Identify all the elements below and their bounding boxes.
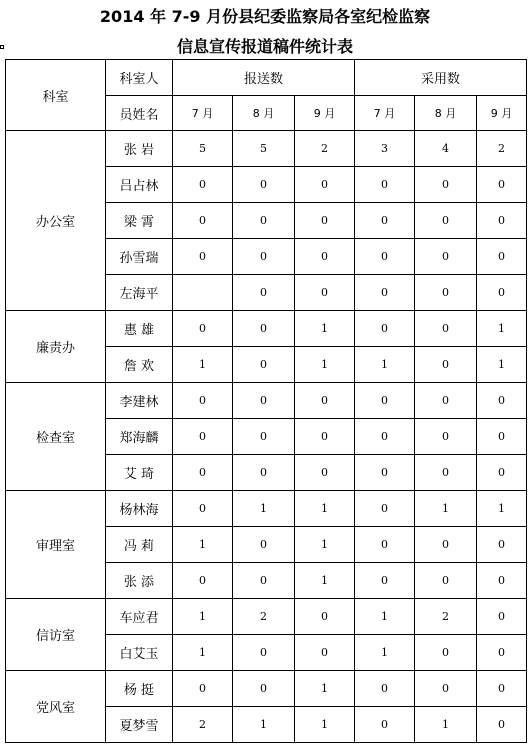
header-dept: 科室 bbox=[6, 60, 106, 131]
header-submitted: 报送数 bbox=[173, 60, 355, 96]
adopted-count-cell: 0 bbox=[477, 383, 527, 419]
submitted-count-cell: 0 bbox=[233, 383, 295, 419]
adopted-count-cell: 0 bbox=[415, 203, 477, 239]
submitted-count-cell: 0 bbox=[233, 671, 295, 707]
adopted-count-cell: 0 bbox=[415, 527, 477, 563]
adopted-count-cell: 0 bbox=[477, 563, 527, 599]
submitted-count-cell: 2 bbox=[295, 131, 355, 167]
person-name-cell: 杨林海 bbox=[106, 491, 173, 527]
person-name-cell: 孙雪瑞 bbox=[106, 239, 173, 275]
adopted-count-cell: 0 bbox=[355, 167, 415, 203]
person-name-cell: 李建林 bbox=[106, 383, 173, 419]
submitted-count-cell: 0 bbox=[173, 239, 233, 275]
submitted-count-cell: 0 bbox=[173, 167, 233, 203]
adopted-count-cell: 0 bbox=[415, 239, 477, 275]
adopted-count-cell: 0 bbox=[355, 527, 415, 563]
submitted-count-cell bbox=[173, 275, 233, 311]
adopted-count-cell: 1 bbox=[477, 311, 527, 347]
adopted-count-cell: 0 bbox=[355, 383, 415, 419]
table-row bbox=[6, 599, 527, 635]
adopted-count-cell: 1 bbox=[477, 491, 527, 527]
submitted-count-cell: 0 bbox=[233, 311, 295, 347]
submitted-count-cell: 0 bbox=[233, 275, 295, 311]
header-person-line2: 员姓名 bbox=[106, 96, 173, 131]
adopted-count-cell: 0 bbox=[355, 671, 415, 707]
adopted-count-cell: 0 bbox=[477, 671, 527, 707]
adopted-count-cell: 0 bbox=[355, 275, 415, 311]
submitted-count-cell: 0 bbox=[233, 455, 295, 491]
submitted-count-cell: 0 bbox=[173, 203, 233, 239]
dept-cell: 办公室 bbox=[6, 131, 106, 311]
submitted-count-cell: 0 bbox=[173, 563, 233, 599]
adopted-count-cell: 1 bbox=[415, 491, 477, 527]
submitted-count-cell: 1 bbox=[173, 635, 233, 671]
adopted-count-cell: 0 bbox=[415, 383, 477, 419]
submitted-count-cell: 1 bbox=[295, 347, 355, 383]
adopted-count-cell: 0 bbox=[477, 635, 527, 671]
adopted-count-cell: 0 bbox=[415, 635, 477, 671]
adopted-count-cell: 1 bbox=[355, 347, 415, 383]
adopted-count-cell: 0 bbox=[477, 167, 527, 203]
adopted-count-cell: 0 bbox=[415, 275, 477, 311]
table-anchor-marker bbox=[0, 45, 4, 49]
person-name-cell: 张 添 bbox=[106, 563, 173, 599]
document-title-line1: 2014 年 7-9 月份县纪委监察局各室纪检监察 bbox=[99, 7, 431, 26]
adopted-count-cell: 0 bbox=[415, 563, 477, 599]
header-person-line1: 科室人 bbox=[106, 60, 173, 96]
adopted-count-cell: 0 bbox=[415, 419, 477, 455]
header-month-adopted: 9 月 bbox=[477, 96, 527, 131]
person-name-cell: 惠 雄 bbox=[106, 311, 173, 347]
header-month-submitted: 9 月 bbox=[295, 96, 355, 131]
submitted-count-cell: 0 bbox=[233, 563, 295, 599]
adopted-count-cell: 0 bbox=[477, 239, 527, 275]
person-name-cell: 郑海麟 bbox=[106, 419, 173, 455]
submitted-count-cell: 0 bbox=[173, 311, 233, 347]
adopted-count-cell: 1 bbox=[415, 707, 477, 743]
dept-cell: 信访室 bbox=[6, 599, 106, 671]
submitted-count-cell: 0 bbox=[295, 635, 355, 671]
submitted-count-cell: 0 bbox=[295, 167, 355, 203]
submitted-count-cell: 0 bbox=[295, 419, 355, 455]
submitted-count-cell: 0 bbox=[233, 347, 295, 383]
submitted-count-cell: 0 bbox=[233, 203, 295, 239]
submitted-count-cell: 1 bbox=[295, 563, 355, 599]
adopted-count-cell: 0 bbox=[355, 419, 415, 455]
person-name-cell: 夏梦雪 bbox=[106, 707, 173, 743]
person-name-cell: 詹 欢 bbox=[106, 347, 173, 383]
header-month-adopted: 7 月 bbox=[355, 96, 415, 131]
submitted-count-cell: 1 bbox=[233, 707, 295, 743]
adopted-count-cell: 1 bbox=[477, 347, 527, 383]
submitted-count-cell: 0 bbox=[233, 419, 295, 455]
person-name-cell: 梁 霄 bbox=[106, 203, 173, 239]
adopted-count-cell: 0 bbox=[355, 203, 415, 239]
adopted-count-cell: 0 bbox=[355, 239, 415, 275]
adopted-count-cell: 1 bbox=[355, 599, 415, 635]
submitted-count-cell: 0 bbox=[173, 671, 233, 707]
adopted-count-cell: 0 bbox=[477, 419, 527, 455]
adopted-count-cell: 2 bbox=[415, 599, 477, 635]
submitted-count-cell: 1 bbox=[173, 527, 233, 563]
submitted-count-cell: 5 bbox=[173, 131, 233, 167]
adopted-count-cell: 0 bbox=[415, 455, 477, 491]
adopted-count-cell: 0 bbox=[355, 491, 415, 527]
person-name-cell: 车应君 bbox=[106, 599, 173, 635]
table-row bbox=[6, 311, 527, 347]
submitted-count-cell: 0 bbox=[295, 239, 355, 275]
statistics-table bbox=[5, 59, 527, 743]
adopted-count-cell: 0 bbox=[477, 527, 527, 563]
adopted-count-cell: 0 bbox=[415, 347, 477, 383]
person-name-cell: 吕占林 bbox=[106, 167, 173, 203]
submitted-count-cell: 0 bbox=[173, 455, 233, 491]
person-name-cell: 冯 莉 bbox=[106, 527, 173, 563]
header-month-submitted: 8 月 bbox=[233, 96, 295, 131]
submitted-count-cell: 0 bbox=[233, 635, 295, 671]
adopted-count-cell: 0 bbox=[355, 707, 415, 743]
adopted-count-cell: 0 bbox=[355, 455, 415, 491]
submitted-count-cell: 1 bbox=[295, 527, 355, 563]
dept-cell: 审理室 bbox=[6, 491, 106, 599]
submitted-count-cell: 1 bbox=[233, 491, 295, 527]
header-month-submitted: 7 月 bbox=[173, 96, 233, 131]
submitted-count-cell: 1 bbox=[295, 491, 355, 527]
submitted-count-cell: 0 bbox=[295, 383, 355, 419]
adopted-count-cell: 0 bbox=[415, 671, 477, 707]
adopted-count-cell: 0 bbox=[355, 311, 415, 347]
dept-cell: 廉责办 bbox=[6, 311, 106, 383]
submitted-count-cell: 2 bbox=[173, 707, 233, 743]
document-title-line2: 信息宣传报道稿件统计表 bbox=[176, 37, 353, 56]
submitted-count-cell: 0 bbox=[233, 239, 295, 275]
submitted-count-cell: 1 bbox=[295, 671, 355, 707]
adopted-count-cell: 0 bbox=[477, 203, 527, 239]
submitted-count-cell: 0 bbox=[295, 203, 355, 239]
dept-cell: 党风室 bbox=[6, 671, 106, 743]
header-month-adopted: 8 月 bbox=[415, 96, 477, 131]
table-row bbox=[6, 671, 527, 707]
person-name-cell: 张 岩 bbox=[106, 131, 173, 167]
adopted-count-cell: 1 bbox=[355, 635, 415, 671]
submitted-count-cell: 0 bbox=[173, 491, 233, 527]
adopted-count-cell: 0 bbox=[477, 599, 527, 635]
submitted-count-cell: 5 bbox=[233, 131, 295, 167]
submitted-count-cell: 0 bbox=[173, 419, 233, 455]
adopted-count-cell: 0 bbox=[477, 275, 527, 311]
header-row-1 bbox=[6, 60, 527, 96]
person-name-cell: 白艾玉 bbox=[106, 635, 173, 671]
adopted-count-cell: 4 bbox=[415, 131, 477, 167]
submitted-count-cell: 0 bbox=[295, 275, 355, 311]
submitted-count-cell: 0 bbox=[233, 527, 295, 563]
submitted-count-cell: 1 bbox=[173, 347, 233, 383]
person-name-cell: 左海平 bbox=[106, 275, 173, 311]
submitted-count-cell: 0 bbox=[295, 599, 355, 635]
submitted-count-cell: 0 bbox=[295, 455, 355, 491]
adopted-count-cell: 2 bbox=[477, 131, 527, 167]
person-name-cell: 艾 琦 bbox=[106, 455, 173, 491]
adopted-count-cell: 3 bbox=[355, 131, 415, 167]
header-adopted: 采用数 bbox=[355, 60, 527, 96]
adopted-count-cell: 0 bbox=[355, 563, 415, 599]
submitted-count-cell: 1 bbox=[295, 707, 355, 743]
dept-cell: 检查室 bbox=[6, 383, 106, 491]
submitted-count-cell: 2 bbox=[233, 599, 295, 635]
table-row bbox=[6, 491, 527, 527]
adopted-count-cell: 0 bbox=[477, 707, 527, 743]
adopted-count-cell: 0 bbox=[415, 167, 477, 203]
adopted-count-cell: 0 bbox=[415, 311, 477, 347]
submitted-count-cell: 1 bbox=[173, 599, 233, 635]
adopted-count-cell: 0 bbox=[477, 455, 527, 491]
submitted-count-cell: 0 bbox=[233, 167, 295, 203]
person-name-cell: 杨 挺 bbox=[106, 671, 173, 707]
table-row bbox=[6, 131, 527, 167]
submitted-count-cell: 0 bbox=[173, 383, 233, 419]
table-row bbox=[6, 383, 527, 419]
submitted-count-cell: 1 bbox=[295, 311, 355, 347]
